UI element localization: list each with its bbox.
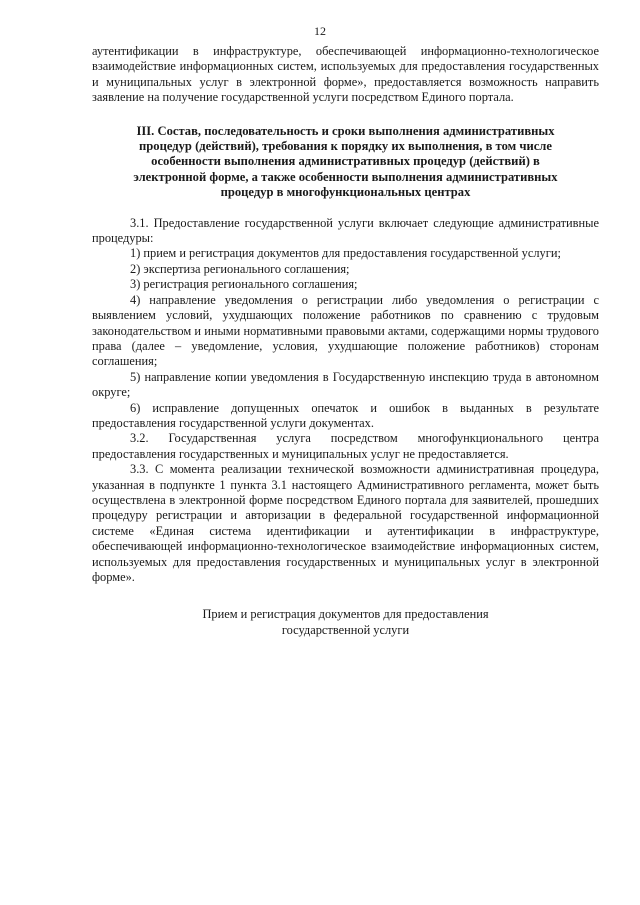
clause-3-1: 3.1. Предоставление государственной услуги включает следующие административные процедуры: (92, 215, 599, 246)
section-heading-line: процедур (действий), требования к порядку их выполнения, в том числе (139, 139, 552, 154)
section-heading-line: процедур в многофункциональных центрах (220, 185, 471, 200)
section-body (92, 216, 599, 586)
procedure-item: 2) экспертиза регионального соглашения; (130, 261, 350, 276)
subsection-heading-line: государственной услуги (281, 622, 410, 637)
page-number: 12 (314, 24, 326, 38)
procedure-item: 6) исправление допущенных опечаток и ошибок в выданных в результате предоставления государственной услуги документах. (92, 400, 599, 430)
clause-3-2: 3.2. Государственная услуга посредством многофункционального центра предоставления государственных и муниципальных услуг не предоставляется. (92, 431, 599, 461)
subsection-heading-line: Прием и регистрация документов для предоставления (202, 607, 489, 622)
procedure-item: 4) направление уведомления о регистрации либо уведомления о регистрации с выявлением условий, ухудшающих положение работников по сравнению с трудовым законодательством и иными нормативными правовыми актами, содержащими нормы трудового права (далее – уведомление, условия, ухудшающие положение работников) сторонам соглашения; (92, 292, 599, 369)
intro-paragraph: аутентификации в инфраструктуре, обеспечивающей информационно-технологическое взаимодействие информационных систем, используемых для предоставления государственных и муниципальных услуг в электронной форме», предоставляется возможность направить заявление на получение государственной услуги посредством Единого портала. (92, 44, 599, 105)
section-heading-line: III. Состав, последовательность и сроки выполнения административных (136, 123, 555, 138)
document-content (92, 44, 599, 638)
section-heading (92, 124, 599, 201)
procedure-item: 5) направление копии уведомления в Государственную инспекцию труда в автономном округе; (92, 369, 599, 400)
section-heading-line: особенности выполнения административных процедур (действий) в (151, 154, 540, 169)
section-heading-line: электронной форме, а также особенности выполнения административных (133, 169, 558, 184)
clause-3-3: 3.3. С момента реализации технической возможности административная процедура, указанная в подпункте 1 пункта 3.1 настоящего Административного регламента, может быть осуществлена в электронной форме посредством Единого портала для заявителей, прошедших процедуру регистрации и авторизации в федеральной государственной информационной системе «Единая система идентификации и аутентификации в инфраструктуре, обеспечивающей информационно-технологическое взаимодействие информационных систем, используемых для предоставления государственных и муниципальных услуг в электронной форме». (92, 462, 599, 584)
procedure-item: 1) прием и регистрация документов для предоставления государственной услуги; (130, 246, 561, 261)
subsection-heading (92, 607, 599, 638)
procedure-item: 3) регистрация регионального соглашения; (130, 277, 358, 292)
